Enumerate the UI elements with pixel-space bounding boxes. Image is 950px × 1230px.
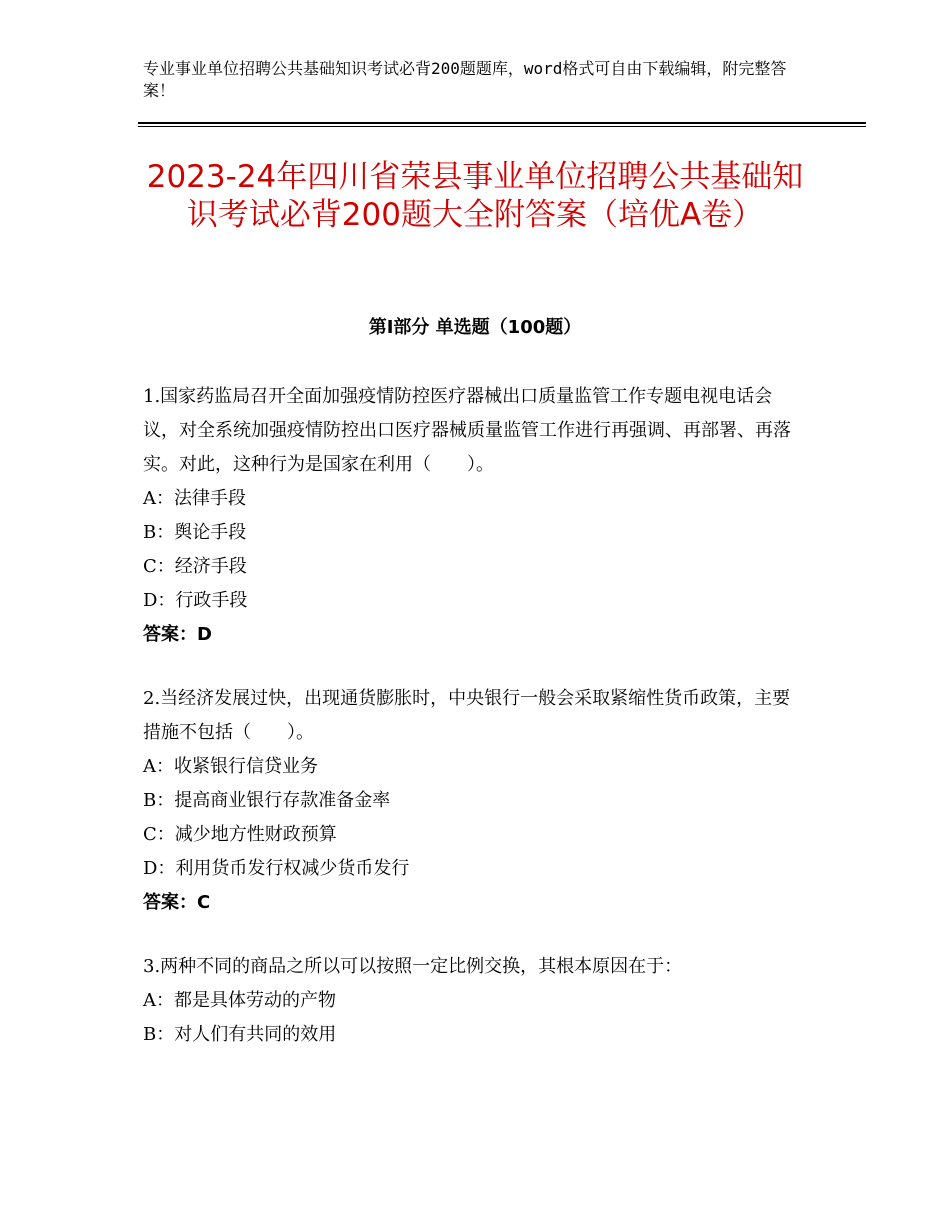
option-a: A：收紧银行信贷业务: [143, 756, 318, 777]
question-list: [143, 380, 803, 1082]
option-a: A：法律手段: [143, 488, 246, 509]
question-3: [143, 950, 803, 1052]
option-c: C：减少地方性财政预算: [143, 824, 337, 845]
option-a: A：都是具体劳动的产物: [143, 990, 336, 1011]
answer-line: 答案：D: [143, 624, 212, 645]
question-stem: 1.国家药监局召开全面加强疫情防控医疗器械出口质量监管工作专题电视电话会议，对全系统加强疫情防控出口医疗器械质量监管工作进行再强调、再部署、再落实。对此，这种行为是国家在利用（ ）。: [143, 386, 791, 475]
option-b: B：提高商业银行存款准备金率: [143, 790, 391, 811]
question-1: [143, 380, 803, 652]
answer-line: 答案：C: [143, 892, 211, 913]
question-stem: 3.两种不同的商品之所以可以按照一定比例交换，其根本原因在于：: [143, 956, 683, 977]
option-c: C：经济手段: [143, 556, 247, 577]
option-b: B：舆论手段: [143, 522, 247, 543]
option-b: B：对人们有共同的效用: [143, 1024, 337, 1045]
section-title: 第Ⅰ部分 单选题（100题）: [368, 317, 582, 338]
header-rule-thick: [138, 122, 866, 124]
question-2: [143, 682, 803, 920]
header-rule-thin: [138, 126, 866, 127]
header-note: 专业事业单位招聘公共基础知识考试必背200题题库，word格式可自由下载编辑，附完整答案！: [143, 59, 787, 100]
option-d: D：行政手段: [143, 590, 248, 611]
document-title: 2023-24年四川省荣县事业单位招聘公共基础知识考试必背200题大全附答案（培优A卷）: [146, 159, 804, 233]
question-stem: 2.当经济发展过快，出现通货膨胀时，中央银行一般会采取紧缩性货币政策，主要措施不包括（ ）。: [143, 688, 791, 743]
option-d: D：利用货币发行权减少货币发行: [143, 858, 410, 879]
